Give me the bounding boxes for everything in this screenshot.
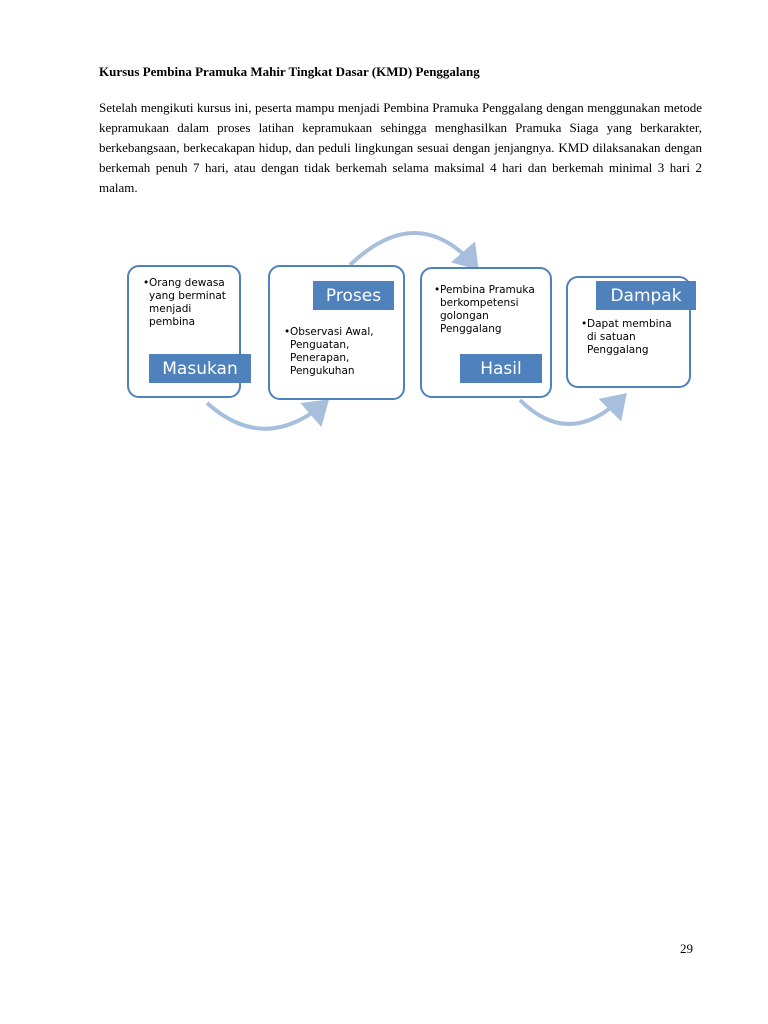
arrow-masukan-to-proses <box>207 402 326 429</box>
arrow-proses-to-hasil <box>350 233 476 267</box>
stage-label-dampak: Dampak <box>596 281 696 310</box>
stage-label-masukan: Masukan <box>149 354 251 383</box>
stage-label-hasil: Hasil <box>460 354 542 383</box>
stage-label-proses: Proses <box>313 281 394 310</box>
body-paragraph: Setelah mengikuti kursus ini, peserta mampu menjadi Pembina Pramuka Penggalang dengan menggunakan metode kepramukaan dalam proses latihan kepramukaan sehingga menghasilkan Pramuka Siaga yang berkarakter, berkebangsaan, berkecakapan hidup, dan peduli lingkungan sesuai dengan jenjangnya. KMD dilaksanakan dengan berkemah penuh 7 hari, atau dengan tidak berkemah selama maksimal 4 hari dan berkemah minimal 3 hari 2 malam. <box>99 100 702 195</box>
page-heading: Kursus Pembina Pramuka Mahir Tingkat Dasar (KMD) Penggalang <box>99 64 480 79</box>
stage-item: • Pembina Pramuka berkompetensi golongan Penggalang <box>434 284 544 336</box>
page-number: 29 <box>680 941 693 956</box>
arrow-hasil-to-dampak <box>520 396 624 424</box>
stage-item: • Dapat membina di satuan Penggalang <box>581 318 681 357</box>
stage-item: • Observasi Awal, Penguatan, Penerapan, Pengukuhan <box>284 326 399 378</box>
stage-item: • Orang dewasa yang berminat menjadi pembina <box>143 277 233 329</box>
